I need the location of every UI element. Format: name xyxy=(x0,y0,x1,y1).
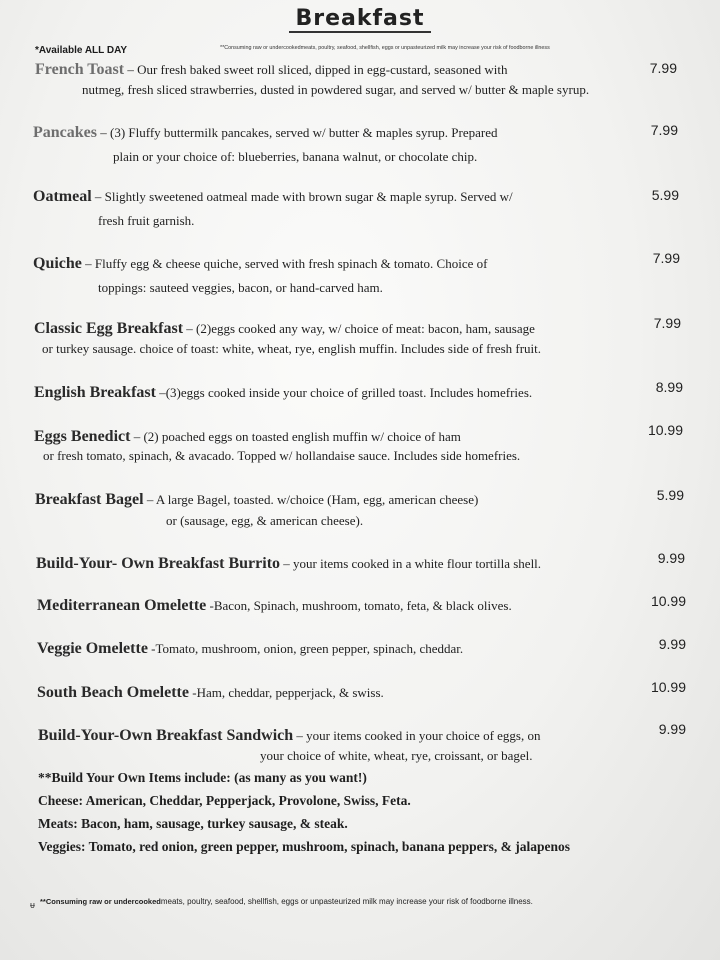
item-separator: - xyxy=(147,641,156,656)
item-price: 10.99 xyxy=(650,679,686,695)
item-price: 7.99 xyxy=(649,60,677,76)
disclaimer-bottom-bold: **Consuming raw or undercooked xyxy=(40,897,161,906)
item-separator: – xyxy=(143,492,156,507)
byo-heading: **Build Your Own Items include: (as many as you want!) xyxy=(38,770,367,785)
item-price: 9.99 xyxy=(658,721,686,737)
item-description-cont: or fresh tomato, spinach, & avacado. Topped w/ hollandaise sauce. Includes side homefries. xyxy=(43,448,521,463)
item-price: 8.99 xyxy=(655,379,683,395)
item-separator: - xyxy=(206,598,214,613)
item-price: 5.99 xyxy=(656,487,684,503)
item-name: Eggs Benedict xyxy=(34,428,131,445)
item-description: your items cooked in a white flour tortilla shell. xyxy=(293,556,542,571)
item-description-cont: or (sausage, egg, & american cheese). xyxy=(166,513,364,528)
item-description-cont: your choice of white, wheat, rye, croissant, or bagel. xyxy=(260,748,533,763)
item-description-cont: plain or your choice of: blueberries, banana walnut, or chocolate chip. xyxy=(113,149,478,164)
item-separator: – xyxy=(130,429,144,444)
item-name: Build-Your- Own Breakfast Burrito xyxy=(36,555,281,572)
page-title: Breakfast xyxy=(0,6,720,31)
item-description: Slightly sweetened oatmeal made with brown sugar & maple syrup. Served w/ xyxy=(104,189,513,204)
item-description: A large Bagel, toasted. w/choice (Ham, egg, american cheese) xyxy=(155,492,479,507)
item-description: Ham, cheddar, pepperjack, & swiss. xyxy=(196,685,384,700)
item-price: 10.99 xyxy=(650,593,686,609)
item-separator: – xyxy=(91,189,105,204)
item-name: Quiche xyxy=(33,255,82,272)
byo-meats: Meats: Bacon, ham, sausage, turkey sausage, & steak. xyxy=(38,816,348,831)
item-description: (2) poached eggs on toasted english muffin w/ choice of ham xyxy=(143,429,461,444)
item-name: French Toast xyxy=(35,61,125,78)
item-description: (2)eggs cooked any way, w/ choice of meat: bacon, ham, sausage xyxy=(196,321,535,336)
item-separator: – xyxy=(81,256,95,271)
item-price: 7.99 xyxy=(652,250,680,266)
disclaimer-bottom xyxy=(40,897,533,906)
item-description: (3) Fluffy buttermilk pancakes, served w/ butter & maples syrup. Prepared xyxy=(110,125,498,140)
disclaimer-bottom-rest: meats, poultry, seafood, shellfish, eggs or unpasteurized milk may increase your risk of foodborne illness. xyxy=(160,897,533,906)
item-description-cont: nutmeg, fresh sliced strawberries, dusted in powdered sugar, and served w/ butter & maple syrup. xyxy=(82,82,590,97)
item-description-cont: toppings: sauteed veggies, bacon, or hand-carved ham. xyxy=(98,280,383,295)
item-price: 7.99 xyxy=(650,122,678,138)
item-description: Bacon, Spinach, mushroom, tomato, feta, & black olives. xyxy=(213,598,512,613)
build-your-own-section xyxy=(38,770,570,862)
item-name: Oatmeal xyxy=(33,188,92,205)
item-description: Our fresh baked sweet roll sliced, dipped in egg-custard, seasoned with xyxy=(137,62,508,77)
item-description-cont: or turkey sausage. choice of toast: white, wheat, rye, english muffin. Includes side of fresh fruit. xyxy=(42,341,542,356)
item-price: 5.99 xyxy=(651,187,679,203)
item-separator: – xyxy=(155,385,166,400)
item-name: Breakfast Bagel xyxy=(35,491,144,508)
item-description: (3)eggs cooked inside your choice of grilled toast. Includes homefries. xyxy=(165,385,533,400)
item-name: Build-Your-Own Breakfast Sandwich xyxy=(38,727,294,744)
item-price: 7.99 xyxy=(653,315,681,331)
item-price: 9.99 xyxy=(658,636,686,652)
corner-mark-icon: ᵾ xyxy=(30,901,35,911)
item-name: Classic Egg Breakfast xyxy=(34,320,184,337)
item-name: Veggie Omelette xyxy=(37,640,148,657)
byo-veggies: Veggies: Tomato, red onion, green pepper, mushroom, spinach, banana peppers, & jalapenos xyxy=(38,839,570,854)
item-separator: – xyxy=(293,728,307,743)
disclaimer-top: **Consuming raw or undercookedmeats, poultry, seafood, shellfish, eggs or unpasteurized milk may increase your risk of foodborne illness xyxy=(220,45,550,51)
byo-cheese: Cheese: American, Cheddar, Pepperjack, Provolone, Swiss, Feta. xyxy=(38,793,411,808)
item-name: Pancakes xyxy=(33,124,97,141)
item-separator: - xyxy=(188,685,197,700)
item-separator: – xyxy=(183,321,197,336)
item-name: Mediterranean Omelette xyxy=(37,597,207,614)
item-name: English Breakfast xyxy=(34,384,156,401)
item-separator: – xyxy=(97,125,110,140)
item-price: 9.99 xyxy=(657,550,685,566)
item-description-cont: fresh fruit garnish. xyxy=(98,213,195,228)
item-description: your items cooked in your choice of eggs, on xyxy=(306,728,541,743)
item-separator: – xyxy=(280,556,294,571)
item-description: Fluffy egg & cheese quiche, served with fresh spinach & tomato. Choice of xyxy=(94,256,488,271)
item-separator: – xyxy=(124,62,138,77)
item-description: Tomato, mushroom, onion, green pepper, spinach, cheddar. xyxy=(155,641,464,656)
item-name: South Beach Omelette xyxy=(37,684,189,701)
item-price: 10.99 xyxy=(647,422,683,438)
availability-note: *Available ALL DAY xyxy=(35,45,128,56)
